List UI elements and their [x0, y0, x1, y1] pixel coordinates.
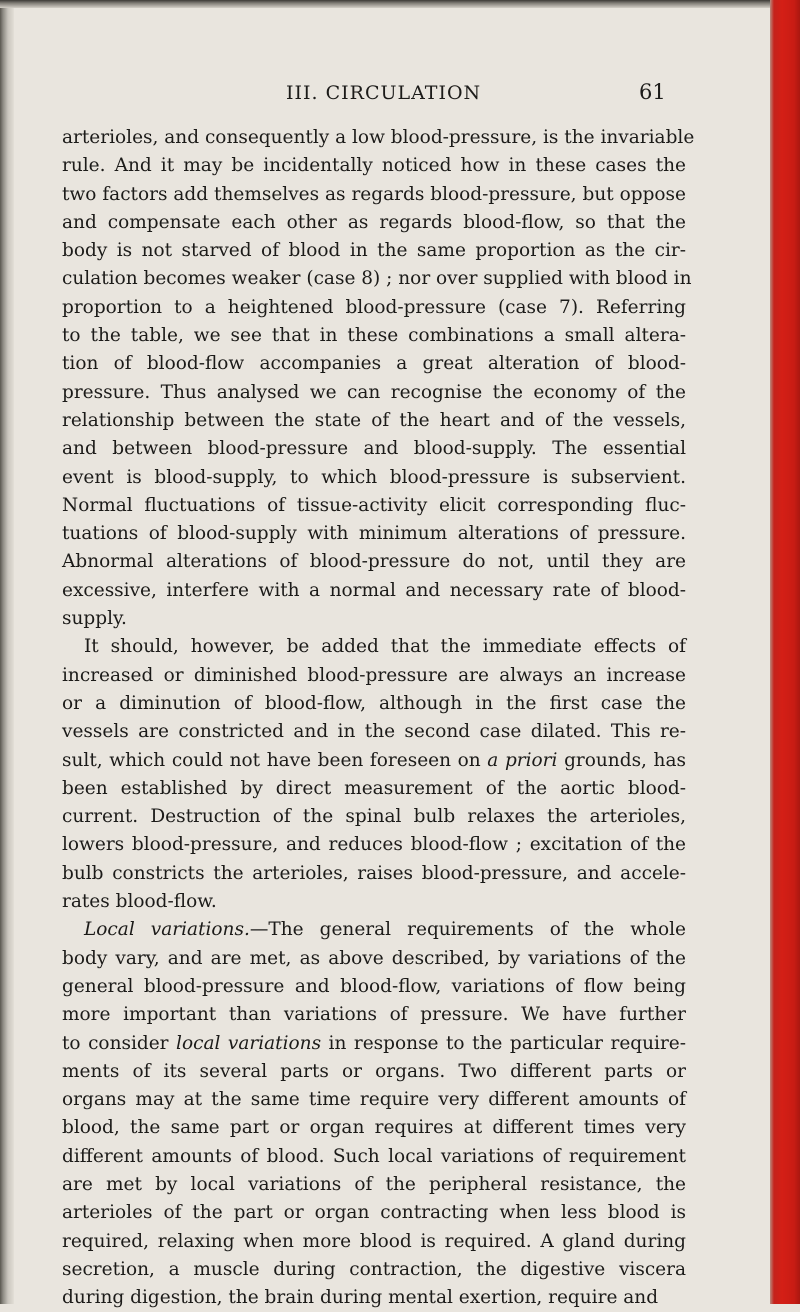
- text-line: Local variations.—The general requirements of the whole: [84, 919, 686, 941]
- text-line: during digestion, the brain during mental exertion, require and: [62, 1287, 659, 1309]
- text-line: been established by direct measurement of the aortic blood-: [62, 777, 686, 799]
- page-left-edge-shadow: [0, 0, 14, 1304]
- text-line: and between blood-pressure and blood-supply. The essential: [62, 438, 686, 460]
- running-head: III. CIRCULATION: [286, 82, 482, 104]
- text-line: event is blood-supply, to which blood-pressure is subservient.: [62, 466, 686, 488]
- italic-phrase: Local variations.: [84, 919, 250, 941]
- italic-phrase: local variations: [176, 1032, 322, 1054]
- body-text: [62, 124, 695, 1312]
- italic-phrase: a priori: [487, 749, 558, 771]
- text-line: body vary, and are met, as above described, by variations of the: [62, 947, 686, 969]
- text-line: general blood-pressure and blood-flow, variations of flow being: [62, 975, 686, 997]
- text-line: lowers blood-pressure, and reduces blood-flow ; excitation of the: [62, 834, 686, 856]
- red-book-cover-edge: [770, 0, 800, 1304]
- page-header: [0, 76, 800, 116]
- paragraph: [62, 124, 695, 633]
- text-line: tuations of blood-supply with minimum alterations of pressure.: [62, 523, 686, 545]
- text-line: vessels are constricted and in the second case dilated. This re-: [62, 721, 686, 743]
- text-line: increased or diminished blood-pressure are always an increase: [62, 664, 686, 686]
- paragraph: [62, 916, 686, 1312]
- text-line: Normal fluctuations of tissue-activity elicit corresponding fluc-: [62, 494, 686, 516]
- text-line: bulb constricts the arterioles, raises blood-pressure, and accele-: [62, 862, 686, 884]
- text-line: arterioles, and consequently a low blood-pressure, is the invariable: [62, 127, 695, 148]
- text-line: pressure. Thus analysed we can recognise the economy of the: [62, 381, 686, 403]
- text-line: organs may at the same time require very different amounts of: [62, 1089, 686, 1111]
- text-line: supply.: [62, 608, 127, 630]
- text-line: body is not starved of blood in the same proportion as the cir-: [62, 240, 686, 262]
- text-line: two factors add themselves as regards blood-pressure, but oppose: [62, 183, 686, 205]
- text-line: rates blood-flow.: [62, 891, 217, 913]
- text-line: culation becomes weaker (case 8) ; nor over supplied with blood in: [62, 268, 692, 290]
- text-line: or a diminution of blood-flow, although in the first case the: [62, 692, 686, 714]
- text-line: and compensate each other as regards blood-flow, so that the: [62, 211, 686, 233]
- text-line: required, relaxing when more blood is required. A gland during: [62, 1230, 686, 1252]
- text-line: sult, which could not have been foreseen on a priori grounds, has: [62, 749, 686, 771]
- text-line: to consider local variations in response to the particular require-: [62, 1032, 686, 1054]
- page-top-edge-shadow: [0, 0, 780, 8]
- text-line: blood, the same part or organ requires at different times very: [62, 1117, 686, 1139]
- page-number: 61: [639, 80, 666, 104]
- text-line: are met by local variations of the peripheral resistance, the: [62, 1173, 686, 1195]
- text-line: current. Destruction of the spinal bulb relaxes the arterioles,: [62, 806, 686, 828]
- text-line: It should, however, be added that the immediate effects of: [84, 636, 686, 658]
- text-line: more important than variations of pressure. We have further: [62, 1004, 686, 1026]
- text-line: to the table, we see that in these combinations a small altera-: [62, 325, 686, 347]
- text-line: proportion to a heightened blood-pressure (case 7). Referring: [62, 296, 686, 318]
- text-line: excessive, interfere with a normal and necessary rate of blood-: [62, 579, 686, 601]
- text-line: rule. And it may be incidentally noticed how in these cases the: [62, 155, 686, 177]
- text-line: relationship between the state of the heart and of the vessels,: [62, 409, 686, 431]
- paragraph: [62, 633, 686, 916]
- text-line: secretion, a muscle during contraction, the digestive viscera: [62, 1258, 686, 1280]
- text-line: arterioles of the part or organ contracting when less blood is: [62, 1202, 686, 1224]
- text-line: ments of its several parts or organs. Two different parts or: [62, 1060, 686, 1082]
- text-line: tion of blood-flow accompanies a great alteration of blood-: [62, 353, 686, 375]
- text-line: different amounts of blood. Such local variations of requirement: [62, 1145, 686, 1167]
- text-line: Abnormal alterations of blood-pressure do not, until they are: [62, 551, 686, 573]
